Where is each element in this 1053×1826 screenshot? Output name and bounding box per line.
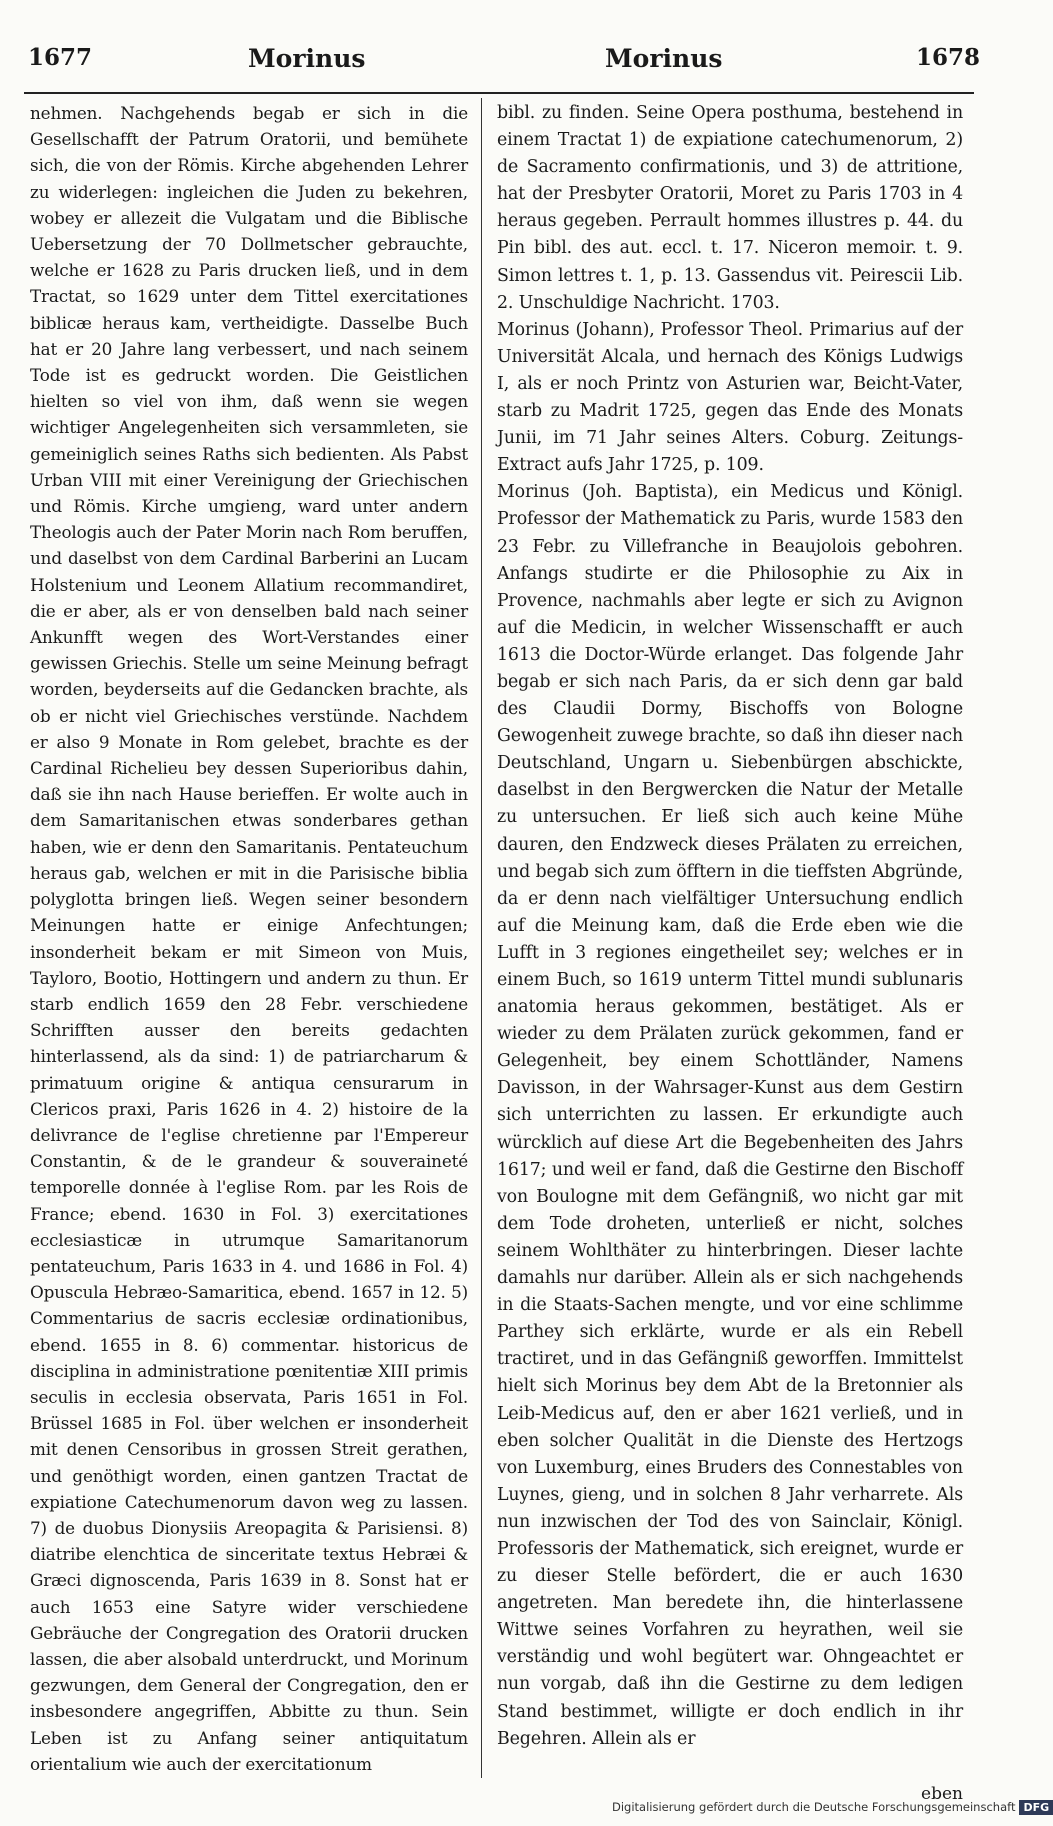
column-divider	[481, 98, 482, 1778]
digitization-footer	[612, 1800, 1050, 1824]
left-running-title: Morinus	[248, 44, 366, 73]
left-text-column	[30, 100, 468, 1777]
entry-morinus-johann: Morinus (Johann), Professor Theol. Primarius auf der Universität Alcala, und hernach des Königs Ludwigs I, als er noch Printz von Asturien war, Beicht-Vater, starb zu Madrit 1725, gegen das Ende des Monats Junii, im 71 Jahr seines Alters. Coburg. Zeitungs-Extract aufs Jahr 1725, p. 109.	[497, 319, 963, 476]
right-text-column	[497, 100, 963, 1753]
dfg-logo: DFG	[1019, 1800, 1053, 1815]
left-column-text: nehmen. Nachgehends begab er sich in die Gesellschafft der Patrum Oratorii, und bemühete sich, die von der Römis. Kirche abgehenden Lehrer zu widerlegen: ingleichen die Juden zu bekehren, wobey er allezeit die Vulgatam und die Biblische Uebersetzung der 70 Dollmetscher gebrauchte, welche er 1628 zu Paris drucken ließ, und in dem Tractat, so 1629 unter dem Tittel exercitationes biblicæ heraus kam, vertheidigte. Dasselbe Buch hat er 20 Jahre lang verbessert, und nach seinem Tode ist es gedruckt worden. Die Geistlichen hielten so viel von ihm, daß wenn sie wegen wichtiger Angelegenheiten sich versammleten, sie gemeiniglich seines Raths sich bedienten. Als Pabst Urban VIII mit einer Vereinigung der Griechischen und Römis. Kirche umgieng, ward unter andern Theologis auch der Pater Morin nach Rom beruffen, und daselbst von dem Cardinal Barberini an Lucam Holstenium und Leonem Allatium recommandiret, die er aber, als er von denselben bald nach seiner Ankunfft wegen des Wort-Verstandes einer gewissen Griechis. Stelle um seine Meinung befragt worden, beyderseits auf die Gedancken brachte, als ob er nicht viel Griechisches verstünde. Nachdem er also 9 Monate in Rom gelebet, brachte es der Cardinal Richelieu bey dessen Superioribus dahin, daß sie ihn nach Hause berieffen. Er wolte auch in dem Samaritanischen etwas sonderbares gethan haben, wie er denn den Samaritanis. Pentateuchum heraus gab, welchen er mit in die Parisische biblia polyglotta bringen ließ. Wegen seiner besondern Meinungen hatte er einige Anfechtungen; insonderheit bekam er mit Simeon von Muis, Tayloro, Bootio, Hottingern und andern zu thun. Er starb endlich 1659 den 28 Febr. verschiedene Schrifften ausser den bereits gedachten hinterlassend, als da sind: 1) de patriarcharum & primatuum origine & antiqua censurarum in Clericos praxi, Paris 1626 in 4. 2) histoire de la delivrance de l'eglise chretienne par l'Empereur Constantin, & de le grandeur & souveraineté temporelle donnée à l'eglise Rom. par les Rois de France; ebend. 1630 in Fol. 3) exercitationes ecclesiasticæ in utrumque Samaritanorum pentateuchum, Paris 1633 in 4. und 1686 in Fol. 4) Opuscula Hebræo-Samaritica, ebend. 1657 in 12. 5) Commentarius de sacris ecclesiæ ordinationibus, ebend. 1655 in 8. 6) commentar. historicus de disciplina in administratione pœnitentiæ XIII primis seculis in ecclesia observata, Paris 1651 in Fol. Brüssel 1685 in Fol. über welchen er insonderheit mit denen Censoribus in grossen Streit gerathen, und genöthigt worden, einen gantzen Tractat de expiatione Catechumenorum davon weg zu lassen. 7) de duobus Dionysiis Areopagita & Parisiensi. 8) diatribe elenchtica de sinceritate textus Hebræi & Græci dignoscenda, Paris 1639 in 8. Sonst hat er auch 1653 eine Satyre wider verschiedene Gebräuche der Congregation des Oratorii drucken lassen, die aber alsobald unterdruckt, und Morinum gezwungen, dem General der Congregation, den er insbesondere angegriffen, Abbitte zu thun. Sein Leben ist zu Anfang seiner antiquitatum orientalium wie auch der exercitationum	[30, 103, 468, 1774]
right-column-number: 1678	[915, 44, 980, 71]
left-column-number: 1677	[28, 44, 93, 71]
entry-morinus-joh-baptista: Morinus (Joh. Baptista), ein Medicus und Königl. Professor der Mathematick zu Paris, wurde 1583 den 23 Febr. zu Villefranche in Beaujolois gebohren. Anfangs studirte er die Philosophie zu Aix in Provence, nachmahls aber legte er sich zu Avignon auf die Medicin, in welcher Wissenschafft er auch 1613 die Doctor-Würde erlanget. Das folgende Jahr begab er sich nach Paris, da er sich denn gar bald des Claudii Dormy, Bischoffs von Bologne Gewogenheit zuwege brachte, so daß ihn dieser nach Deutschland, Ungarn u. Siebenbürgen abschickte, daselbst in den Bergwercken die Natur der Metalle zu untersuchen. Er ließ sich auch keine Mühe dauren, den Endzweck dieses Prälaten zu erreichen, und begab sich zum öfftern in die tieffsten Abgründe, da er denn nach vielfältiger Untersuchung endlich auf die Meinung kam, daß die Erde eben wie die Lufft in 3 regiones eingetheilet sey; welches er in einem Buch, so 1619 unterm Tittel mundi sublunaris anatomia heraus gekommen, bestätiget. Als er wieder zu dem Prälaten zurück gekommen, fand er Gelegenheit, bey einem Schottländer, Namens Davisson, in der Wahrsager-Kunst aus dem Gestirn sich unterrichten zu lassen. Er erkundigte auch würcklich auf diese Art die Begebenheiten des Jahrs 1617; und weil er fand, daß die Gestirne den Bischoff von Boulogne mit dem Gefängniß, wo nicht gar mit dem Tode droheten, unterließ er nicht, solches seinem Wohlthäter zu hinterbringen. Dieser lachte damahls nur darüber. Allein als er sich nachgehends in die Staats-Sachen mengte, und vor eine schlimme Parthey sich erklärte, wurde er als ein Rebell tractiret, und in das Gefängniß geworffen. Immittelst hielt sich Morinus bey dem Abt de la Bretonnier als Leib-Medicus auf, den er aber 1621 verließ, und in eben solcher Qualität in die Dienste des Hertzogs von Luxemburg, eines Bruders des Connestables von Luynes, gieng, und in solchen 8 Jahr verharrete. Als nun inzwischen der Tod des von Sainclair, Königl. Professoris der Mathematick, sich ereignet, wurde er zu dieser Stelle befördert, die er auch 1630 angetreten. Man beredete ihn, die hinterlassene Wittwe seines Vorfahren zu heyrathen, weil sie verständig und wohl begütert war. Ohngeachtet er nun vorgab, daß ihn die Gestirne zu dem ledigen Stand bestimmet, willigte er doch endlich in ihr Begehren. Allein als er	[497, 482, 963, 1749]
header-rule	[24, 92, 974, 94]
right-running-title: Morinus	[605, 44, 723, 73]
entry-continuation: bibl. zu finden. Seine Opera posthuma, bestehend in einem Tractat 1) de expiatione catechumenorum, 2) de Sacramento confirmationis, und 3) de attritione, hat der Presbyter Oratorii, Moret zu Paris 1703 in 4 heraus gegeben. Perrault hommes illustres p. 44. du Pin bibl. des aut. eccl. t. 17. Niceron memoir. t. 9. Simon lettres t. 1, p. 13. Gassendus vit. Peirescii Lib. 2. Unschuldige Nachricht. 1703.	[497, 103, 963, 313]
footer-text: Digitalisierung gefördert durch die Deutsche Forschungsgemeinschaft	[612, 1800, 1016, 1814]
catchword: eben	[921, 1784, 963, 1804]
running-header	[20, 44, 980, 84]
